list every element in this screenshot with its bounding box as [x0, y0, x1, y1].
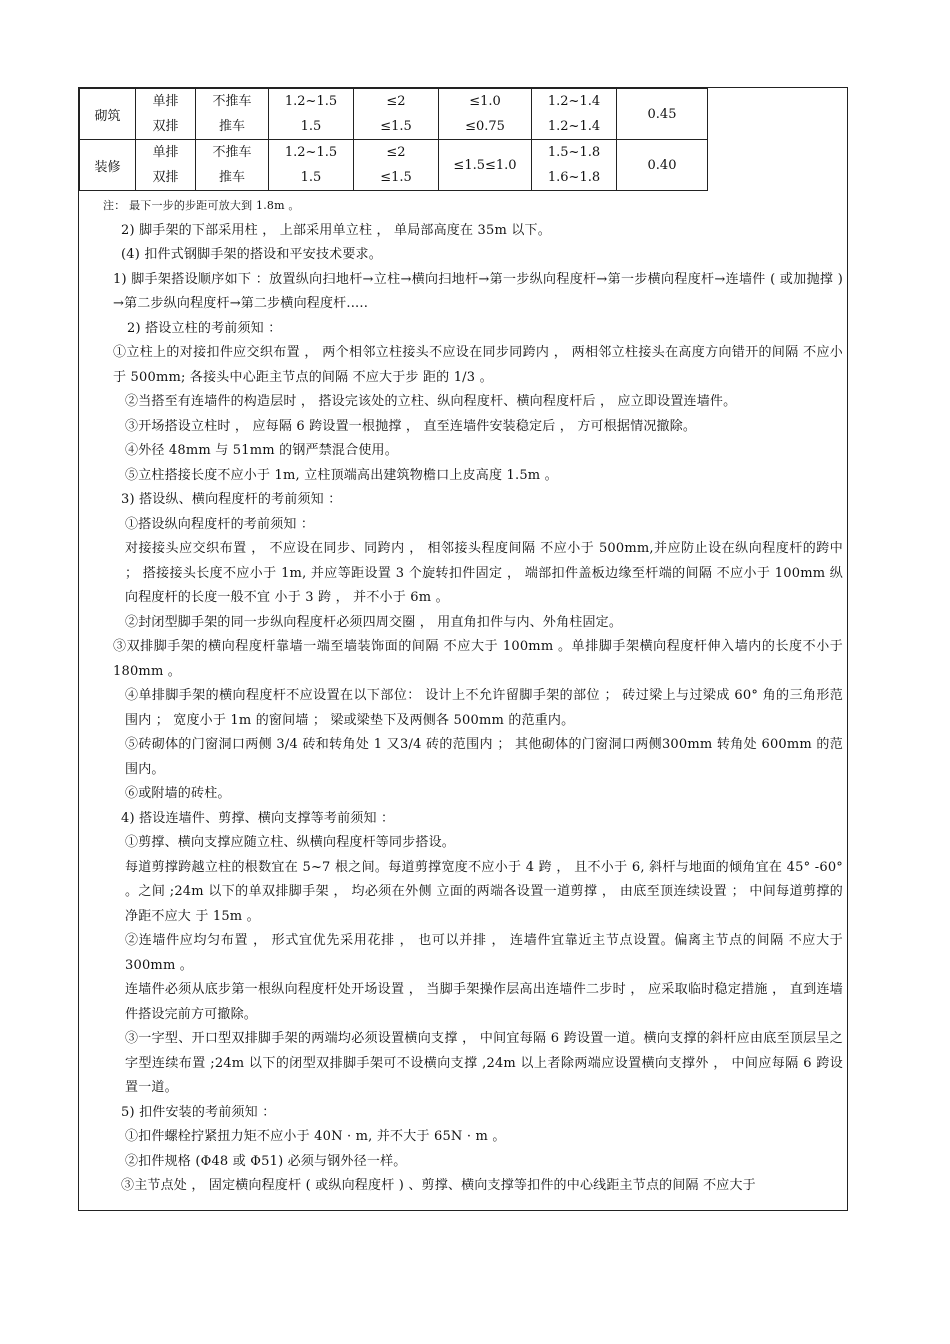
document-frame — [78, 87, 848, 1211]
paragraph: ⑥或附墙的砖柱。 — [125, 786, 231, 801]
paragraph: 连墙件必须从底步第一根纵向程度杆处开场设置 ， 当脚手架操作层高出连墙件二步时 ， 应采取临时稳定措施 ， 直到连墙件搭设完前方可撤除。 — [125, 982, 843, 1022]
table-cell: 推车 — [218, 119, 245, 134]
paragraph: ①剪撑、横向支撑应随立柱、纵横向程度杆等同步搭设。 — [125, 835, 456, 850]
table-cell: 1.5 — [300, 170, 322, 185]
table-cell: ≤2 — [386, 94, 406, 109]
paragraph: ③一字型、开口型双排脚手架的两端均必须设置横向支撑 ， 中间宜每隔 6 跨设置一道。横向支撑的斜杆应由底至顶层呈之字型连续布置 ;24m 以下的闭型双排脚手架可不设横向支撑 ,24m 以上者除两端应设置横向支撑外 ， 中间应每隔 6 跨设置一道。 — [125, 1031, 843, 1095]
table-row — [80, 140, 708, 191]
table-cell: 1.5 — [300, 119, 322, 134]
category-cell: 砌筑 — [80, 89, 136, 140]
paragraph: ⑤立柱搭接长度不应小于 1m, 立柱顶端高出建筑物檐口上皮高度 1.5m 。 — [125, 467, 558, 483]
table-cell: 双排 — [152, 119, 179, 134]
table-cell: ≤2 — [386, 145, 406, 160]
paragraph: ③双排脚手架的横向程度杆靠墙一端至墙装饰面的间隔 不应大于 100mm 。单排脚手架横向程度杆伸入墙内的长度不小于 180mm 。 — [113, 639, 843, 679]
paragraph: 1) 脚手架搭设顺序如下 ：放置纵向扫地杆→立柱→横向扫地杆→第一步纵向程度杆→第一步横向程度杆→连墙件 ( 或加抛撑 ) →第二步纵向程度杆→第二步横向程度杆..... — [113, 271, 843, 311]
table-cell: 双排 — [152, 170, 179, 185]
table-cell: ≤1.0 — [469, 94, 501, 109]
table-cell: 单排 — [152, 94, 179, 109]
paragraph: ①扣件螺栓拧紧扭力矩不应小于 40N · m, 并不大于 65N · m 。 — [125, 1129, 506, 1144]
table-cell: 0.45 — [617, 89, 708, 140]
table-cell: 1.2~1.4 — [547, 94, 601, 109]
table-cell: 1.5~1.8 — [547, 145, 601, 160]
body-text — [85, 194, 843, 1199]
paragraph: ①立柱上的对接扣件应交织布置 ， 两个相邻立柱接头不应设在同步同跨内 ， 两相邻立柱接头在高度方向错开的间隔 不应小于 500mm; 各接头中心距主节点的间隔 不应大于步 距的 1/3 。 — [113, 345, 843, 385]
table-row — [80, 89, 708, 140]
table-cell: 1.2~1.4 — [547, 119, 601, 134]
table-cell: 推车 — [218, 170, 245, 185]
table-cell: 0.40 — [617, 140, 708, 191]
paragraph: ④外径 48mm 与 51mm 的钢严禁混合使用。 — [125, 443, 398, 458]
paragraph: ②封闭型脚手架的同一步纵向程度杆必须四周交圈 ， 用直角扣件与内、外角柱固定。 — [125, 614, 623, 630]
table-cell: ≤1.5 — [380, 119, 412, 134]
section-heading: 3) 搭设纵、横向程度杆的考前须知 ： — [121, 492, 342, 507]
table-cell: 1.2~1.5 — [284, 145, 338, 160]
section-heading: (4) 扣件式钢脚手架的搭设和平安技术要求。 — [121, 247, 382, 262]
paragraph: ④单排脚手架的横向程度杆不应设置在以下部位： 设计上不允许留脚手架的部位 ； 砖过梁上与过梁成 60° 角的三角形范围内 ； 宽度小于 1m 的窗间墙 ； 梁或梁垫下及两侧各 500mm 的范重内。 — [125, 688, 843, 728]
paragraph: ①搭设纵向程度杆的考前须知 ： — [125, 516, 315, 532]
section-heading: 5) 扣件安装的考前须知 ： — [121, 1104, 276, 1120]
paragraph: ②扣件规格 (Φ48 或 Φ51) 必须与钢外径一样。 — [125, 1153, 407, 1169]
table-cell: 1.6~1.8 — [547, 170, 601, 185]
table-note: 注： 最下一步的步距可放大到 1.8m 。 — [103, 199, 300, 212]
table-cell: 单排 — [152, 145, 179, 160]
table-cell: 1.2~1.5 — [284, 94, 338, 109]
table-cell: 不推车 — [212, 94, 252, 109]
category-cell: 装修 — [80, 140, 136, 191]
section-heading: 4) 搭设连墙件、剪撑、横向支撑等考前须知 ： — [121, 810, 395, 826]
table-cell: ≤1.5 — [380, 170, 412, 185]
paragraph: 2) 脚手架的下部采用柱 ， 上部采用单立柱 ， 单局部高度在 35m 以下。 — [121, 222, 551, 238]
paragraph: ③主节点处 ， 固定横向程度杆 ( 或纵向程度杆 ) 、剪撑、横向支撑等扣件的中心线距主节点的间隔 不应大于 — [121, 1178, 756, 1193]
table-cell: 不推车 — [212, 145, 252, 160]
paragraph: ②当搭至有连墙件的构造层时 ， 搭设完该处的立柱、纵向程度杆、横向程度杆后 ， 应立即设置连墙件。 — [125, 394, 737, 409]
paragraph: ③开场搭设立柱时 ， 应每隔 6 跨设置一根抛撑 ， 直至连墙件安装稳定后 ， 方可根据情况撤除。 — [125, 418, 697, 434]
paragraph: ⑤砖砌体的门窗洞口两侧 3/4 砖和转角处 1 又3/4 砖的范围内 ； 其他砌体的门窗洞口两侧300mm 转角处 600mm 的范围内。 — [125, 737, 843, 777]
scaffold-spec-table — [79, 88, 708, 191]
paragraph: ②连墙件应均匀布置 ， 形式宜优先采用花排 ， 也可以并排 ， 连墙件宜靠近主节点设置。偏离主节点的间隔 不应大于 300mm 。 — [125, 933, 843, 973]
paragraph: 对接接头应交织布置 ， 不应设在同步、同跨内 ， 相邻接头程度间隔 不应小于 500mm,并应防止设在纵向程度杆的跨中 ； 搭接接头长度不应小于 1m, 并应等距设置 3 个旋转扣件固定 ， 端部扣件盖板边缘至杆端的间隔 不应小于 100mm 纵向程度杆的长度一般不宜 小于 3 跨 ， 并不小于 6m 。 — [125, 541, 843, 605]
paragraph: 每道剪撑跨越立柱的根数宜在 5~7 根之间。每道剪撑宽度不应小于 4 跨 ， 且不小于 6, 斜杆与地面的倾角宜在 45° -60° 。之间 ;24m 以下的单双排脚手架 ， 均必须在外侧 立面的两端各设置一道剪撑 ， 由底至顶连续设置 ； 中间每道剪撑的净距不应大 于 15m 。 — [125, 859, 843, 924]
table-cell: ≤1.5≤1.0 — [439, 140, 532, 191]
section-heading: 2) 搭设立柱的考前须知 ： — [127, 320, 282, 336]
table-cell: ≤0.75 — [465, 119, 505, 134]
